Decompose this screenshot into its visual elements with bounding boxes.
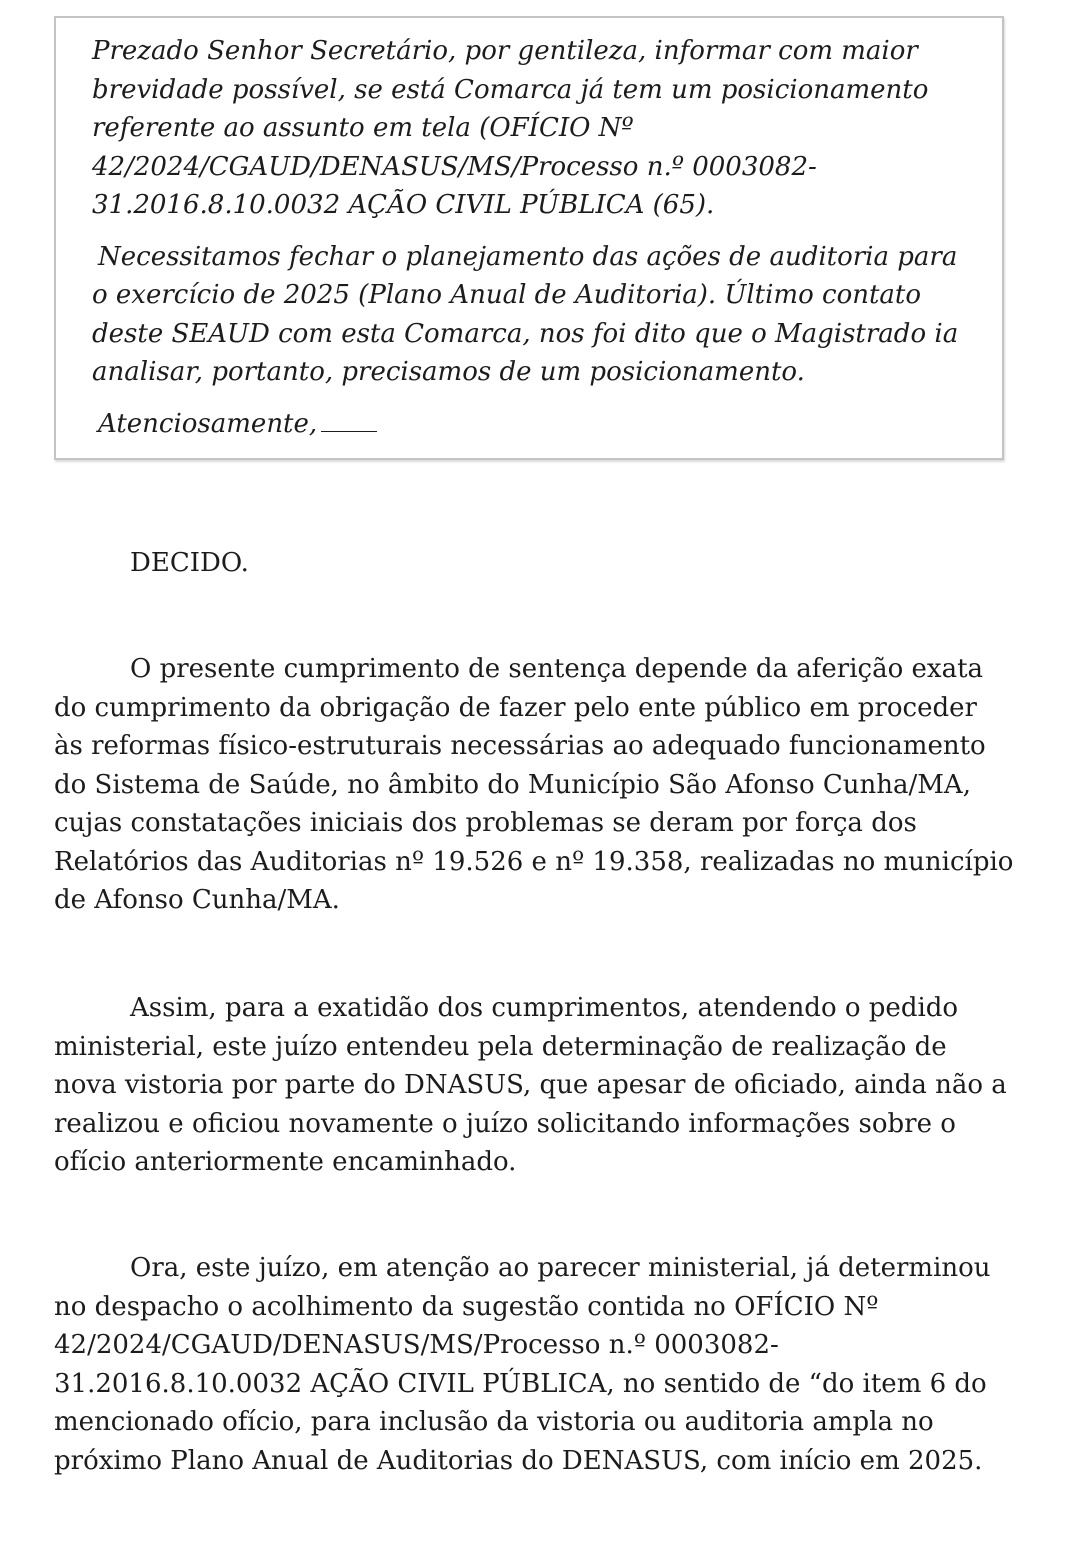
quoted-paragraph-2: Necessitamos fechar o planejamento das ações de auditoria para o exercício de 2025 (Plano Anual de Auditoria). Último contato deste SEAUD com esta Comarca, nos foi dito que o Magistrado ia analisar, portanto, precisamos de um posicionamento. xyxy=(92,241,959,387)
signature-line xyxy=(321,431,377,432)
quoted-message-box xyxy=(54,16,1004,460)
paragraph-text: Assim, para a exatidão dos cumprimentos, atendendo o pedido ministerial, este juízo entendeu pela determinação de realização de nova vistoria por parte do DNASUS, que apesar de oficiado, ainda não a realizou e oficiou novamente o juízo solicitando informações sobre o ofício anteriormente encaminhado. xyxy=(54,993,1007,1177)
quoted-paragraph-1: Prezado Senhor Secretário, por gentileza, informar com maior brevidade possível, se está Comarca já tem um posicionamento referente ao assunto em tela (OFÍCIO Nº 42/2024/CGAUD/DENASUS/MS/Processo n.º 0003082-31.2016.8.10.0032 AÇÃO CIVIL PÚBLICA (65). xyxy=(92,36,929,220)
body-paragraph-3 xyxy=(54,1249,1014,1480)
quoted-closing xyxy=(92,405,972,444)
paragraph-text: O presente cumprimento de sentença depende da aferição exata do cumprimento da obrigação de fazer pelo ente público em proceder às reformas físico-estruturais necessárias ao adequado funcionamento do Sistema de Saúde, no âmbito do Município São Afonso Cunha/MA, cujas constatações iniciais dos problemas se deram por força dos Relatórios das Auditorias nº 19.526 e nº 19.358, realizadas no município de Afonso Cunha/MA. xyxy=(54,654,1014,915)
body-paragraph-1 xyxy=(54,650,1014,920)
paragraph-text: Ora, este juízo, em atenção ao parecer ministerial, já determinou no despacho o acolhimento da sugestão contida no OFÍCIO Nº 42/2024/CGAUD/DENASUS/MS/Processo n.º 0003082-31.2016.8.10.0032 AÇÃO CIVIL PÚBLICA, no sentido de “do item 6 do mencionado ofício, para inclusão da vistoria ou auditoria ampla no próximo Plano Anual de Auditorias do DENASUS, com início em 2025. xyxy=(54,1253,991,1476)
closing-text: Atenciosamente, xyxy=(98,408,318,439)
decision-heading: DECIDO. xyxy=(130,548,249,578)
body-paragraph-2 xyxy=(54,989,1014,1182)
